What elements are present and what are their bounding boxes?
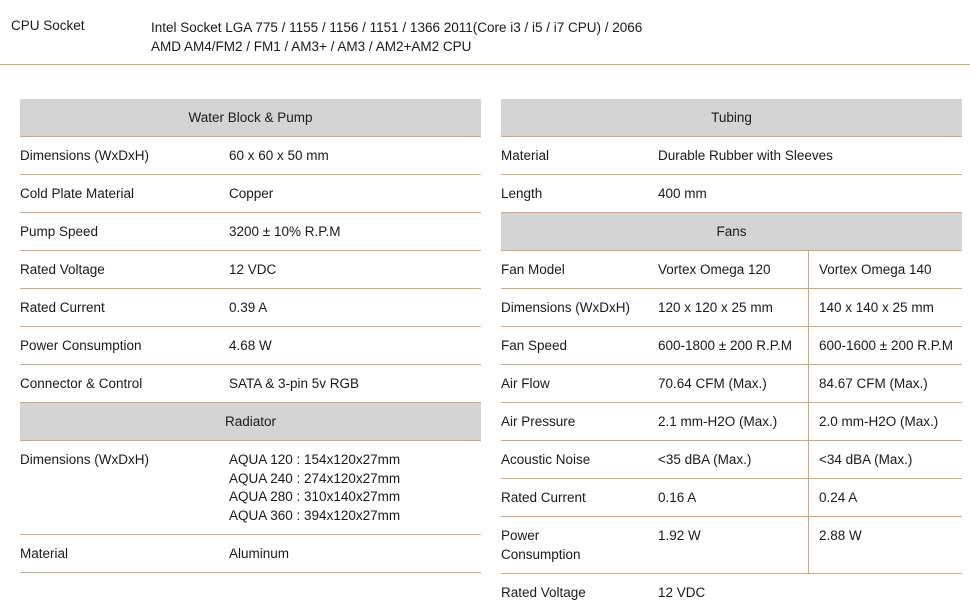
spec-row <box>20 175 481 213</box>
spec-label: Rated Voltage <box>20 262 105 277</box>
tubing-header: Tubing <box>501 99 962 137</box>
spec-row <box>20 327 481 365</box>
fan-140-value: 140 x 140 x 25 mm <box>819 300 934 315</box>
radiator-header: Radiator <box>20 403 481 441</box>
right-spec-table <box>501 99 962 611</box>
spec-label: Rated Voltage <box>501 585 586 600</box>
spec-row <box>501 137 962 175</box>
fan-spec-row <box>501 251 962 289</box>
spec-label: Rated Current <box>20 300 105 315</box>
spec-row <box>20 213 481 251</box>
spec-value: Copper <box>229 186 274 201</box>
spec-label: Fan Speed <box>501 338 568 353</box>
fan-spec-row <box>501 289 962 327</box>
spec-value: 0.39 A <box>229 300 268 315</box>
spec-label: Dimensions (WxDxH) <box>501 300 631 315</box>
fan-spec-row <box>501 403 962 441</box>
spec-row <box>20 289 481 327</box>
fan-spec-row <box>501 517 962 574</box>
fan-spec-row <box>501 327 962 365</box>
fan-120-value: 600-1800 ± 200 R.P.M <box>658 338 792 353</box>
spec-label: Connector & Control <box>20 376 143 391</box>
spec-value: 12 VDC <box>229 262 277 277</box>
spec-value: SATA & 3-pin 5v RGB <box>229 376 360 391</box>
spec-label: Air Flow <box>501 376 550 391</box>
spec-value: 60 x 60 x 50 mm <box>229 148 329 163</box>
power-label-line: Power <box>501 528 540 543</box>
spec-value: 12 VDC <box>658 585 706 600</box>
spec-label: Cold Plate Material <box>20 186 135 201</box>
spec-label: Dimensions (WxDxH) <box>20 452 150 467</box>
fan-spec-row <box>501 574 962 611</box>
spec-value: 400 mm <box>658 186 707 201</box>
cpu-socket-values <box>151 18 642 56</box>
fan-140-value: Vortex Omega 140 <box>819 262 932 277</box>
fans-header: Fans <box>501 213 962 251</box>
cpu-socket-label: CPU Socket <box>11 18 85 33</box>
cpu-socket-intel: Intel Socket LGA 775 / 1155 / 1156 / 1151 / 1366 2011(Core i3 / i5 / i7 CPU) / 2066 <box>151 20 643 35</box>
fan-120-value: 70.64 CFM (Max.) <box>658 376 767 391</box>
spec-row <box>501 175 962 213</box>
spec-value: 4.68 W <box>229 338 272 353</box>
spec-label: Length <box>501 186 543 201</box>
cpu-socket-row <box>0 0 970 65</box>
spec-value: 3200 ± 10% R.P.M <box>229 224 341 239</box>
spec-row <box>20 365 481 403</box>
fan-spec-row <box>501 441 962 479</box>
spec-value: Aluminum <box>229 546 290 561</box>
fan-spec-row <box>501 479 962 517</box>
spec-value: AQUA 280 : 310x140x27mm <box>229 489 401 504</box>
spec-label: Air Pressure <box>501 414 576 429</box>
spec-label <box>501 527 581 564</box>
power-label-line: Consumption <box>501 546 581 562</box>
spec-value: AQUA 240 : 274x120x27mm <box>229 470 401 486</box>
radiator-dimensions-list <box>229 451 400 525</box>
spec-label: Material <box>20 546 69 561</box>
spec-label: Rated Current <box>501 490 586 505</box>
fan-120-value: Vortex Omega 120 <box>658 262 771 277</box>
spec-row <box>20 137 481 175</box>
spec-label: Power Consumption <box>20 338 142 353</box>
fan-120-value: <35 dBA (Max.) <box>658 452 752 467</box>
spec-row <box>20 535 481 573</box>
fan-spec-row <box>501 365 962 403</box>
fan-140-value: 600-1600 ± 200 R.P.M <box>819 338 953 353</box>
fan-140-value: 0.24 A <box>819 490 858 505</box>
spec-label: Pump Speed <box>20 224 99 239</box>
spec-value: Durable Rubber with Sleeves <box>658 148 833 163</box>
fan-120-value: 1.92 W <box>658 528 701 543</box>
cpu-socket-amd: AMD AM4/FM2 / FM1 / AM3+ / AM3 / AM2+AM2 CPU <box>151 39 472 54</box>
water-block-header: Water Block & Pump <box>20 99 481 137</box>
left-spec-table <box>20 99 481 573</box>
fan-120-value: 0.16 A <box>658 490 697 505</box>
spec-label: Dimensions (WxDxH) <box>20 148 150 163</box>
spec-label: Acoustic Noise <box>501 452 591 467</box>
spec-value: AQUA 120 : 154x120x27mm <box>229 452 401 467</box>
fan-120-value: 120 x 120 x 25 mm <box>658 300 773 315</box>
spec-row <box>20 441 481 535</box>
fan-140-value: 2.88 W <box>819 528 862 543</box>
fan-140-value: <34 dBA (Max.) <box>819 452 913 467</box>
spec-label: Fan Model <box>501 262 565 277</box>
fan-140-value: 84.67 CFM (Max.) <box>819 376 928 391</box>
spec-label: Material <box>501 148 550 163</box>
spec-row <box>20 251 481 289</box>
fan-120-value: 2.1 mm-H2O (Max.) <box>658 414 778 429</box>
spec-value: AQUA 360 : 394x120x27mm <box>229 507 401 523</box>
fan-140-value: 2.0 mm-H2O (Max.) <box>819 414 939 429</box>
